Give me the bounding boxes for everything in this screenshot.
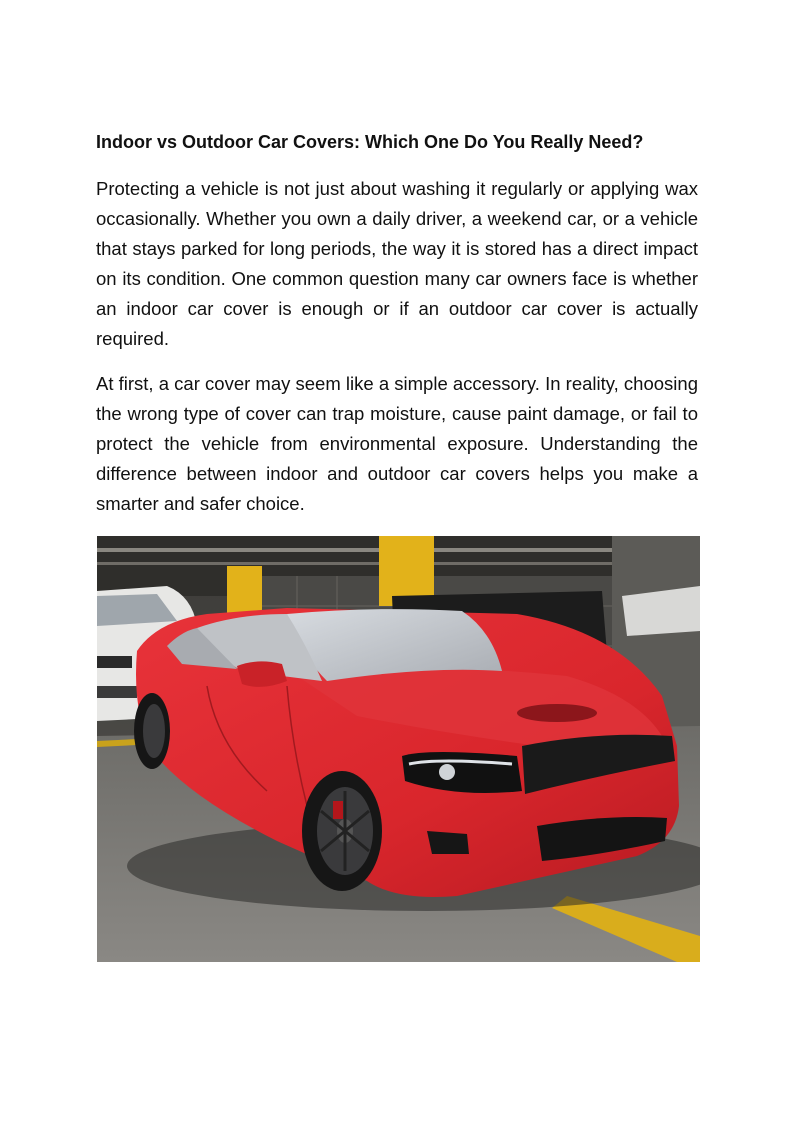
article-title: Indoor vs Outdoor Car Covers: Which One Do You Really Need? xyxy=(96,132,644,152)
rear-wheel xyxy=(134,693,170,769)
paragraph-second: At first, a car cover may seem like a simple accessory. In reality, choosing the wrong type of cover can trap moisture, cause paint damage, or fail to protect the vehicle from environmental exposure. Understanding the difference between indoor and outdoor car covers helps you make a smarter and safer choice. xyxy=(96,373,698,514)
car-cover-photo xyxy=(97,536,700,962)
paragraph-intro: Protecting a vehicle is not just about washing it regularly or applying wax occasionally. Whether you own a daily driver, a weekend car, or a vehicle that stays parked for long periods, the way it is stored has a direct impact on its condition. One common question many car owners face is whether an indoor car cover is enough or if an outdoor car cover is actually required. xyxy=(96,178,698,349)
front-wheel xyxy=(302,771,382,891)
